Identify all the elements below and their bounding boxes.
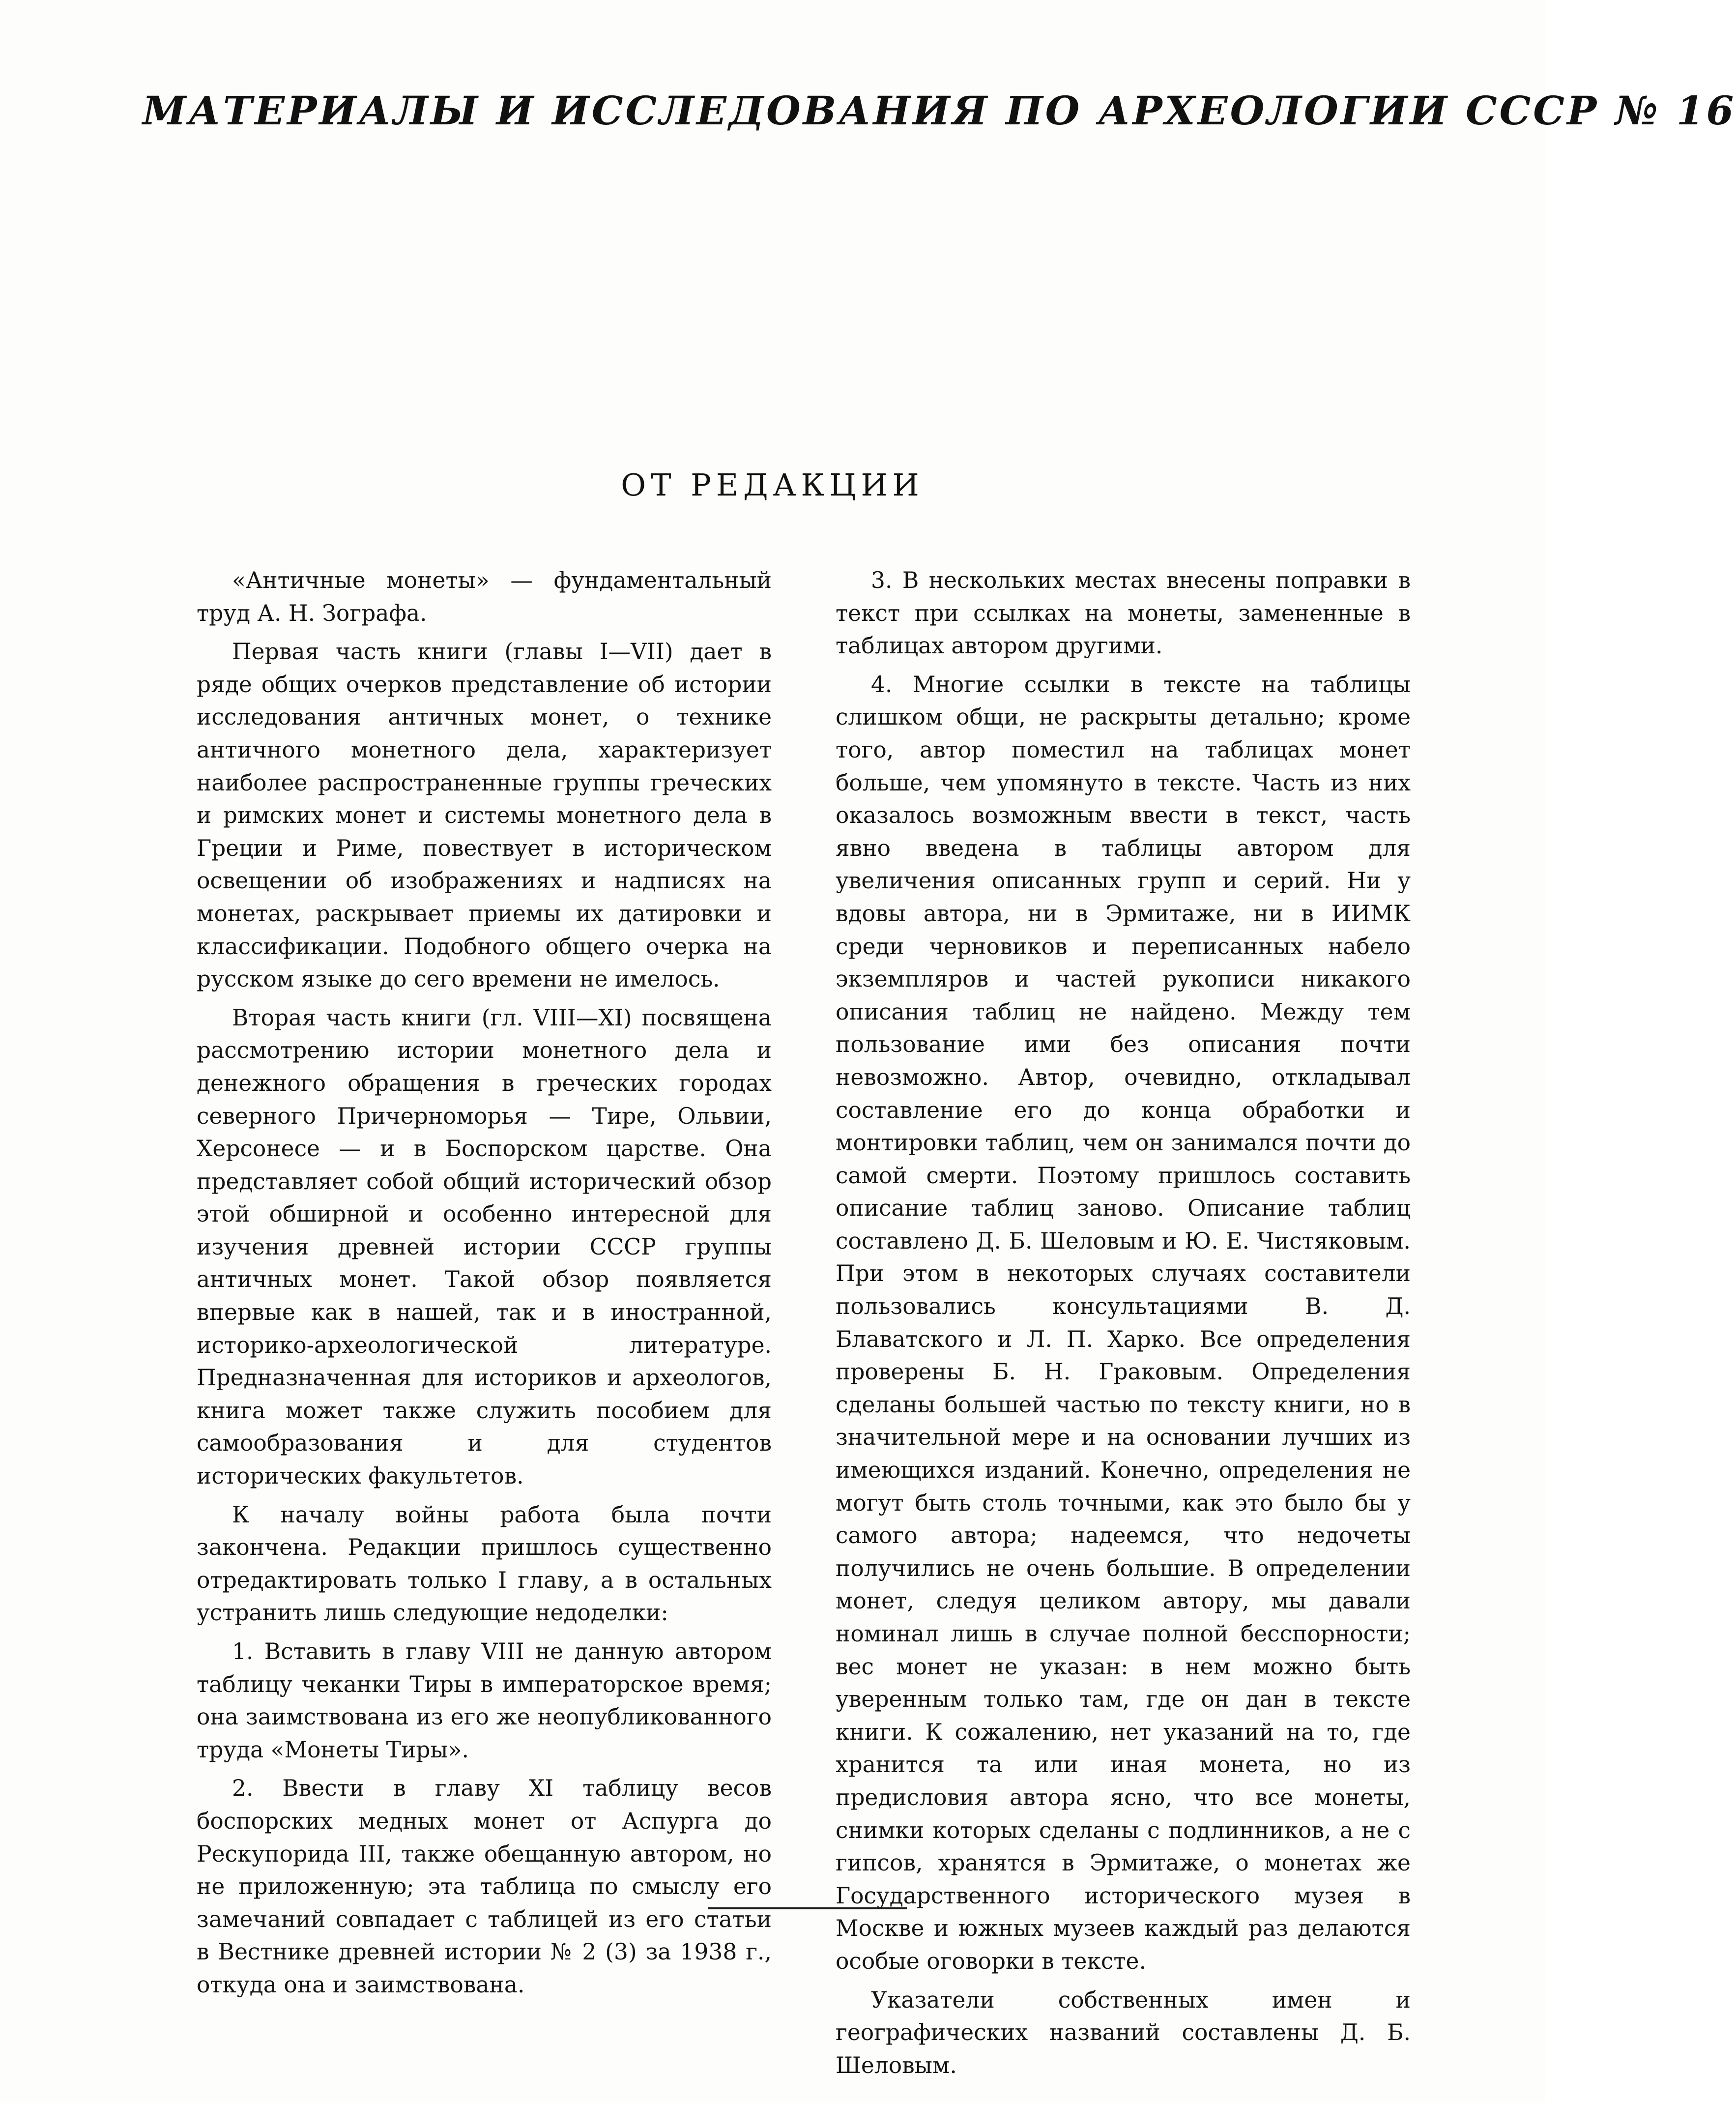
paragraph: К началу войны работа была почти закончена. Редакции пришлось существенно отредактировать только I главу, а в остальных устранить лишь следующие недоделки:: [197, 1501, 772, 1626]
right-column: [836, 564, 1411, 2088]
paragraph: Первая часть книги (главы I—VII) дает в ряде общих очерков представление об истории исследования античных монет, о технике античного монетного дела, характеризует наиболее распространенные группы греческих и римских монет и системы монетного дела в Греции и Риме, повествует в историческом освещении об изображениях и надписях на монетах, раскрывает приемы их датировки и классификации. Подобного общего очерка на русском языке до сего времени не имелось.: [197, 639, 772, 993]
footer-divider: [708, 1907, 907, 1909]
paragraph: 1. Вставить в главу VIII не данную автором таблицу чеканки Тиры в императорское время; она заимствована из его же неопубликованного труда «Монеты Тиры».: [197, 1638, 772, 1763]
paragraph: Указатели собственных имен и географических названий составлены Д. Б. Шеловым.: [836, 1986, 1411, 2078]
series-title: МАТЕРИАЛЫ И ИССЛЕДОВАНИЯ ПО АРХЕОЛОГИИ СССР № 16: [143, 88, 1736, 134]
left-column: [197, 564, 772, 2008]
paragraph: 4. Многие ссылки в тексте на таблицы слишком общи, не раскрыты детально; кроме того, автор поместил на таблицах монет больше, чем упомянуто в тексте. Часть из них оказалось возможным ввести в текст, часть явно введена в таблицы автором для увеличения описанных групп и серий. Ни у вдовы автора, ни в Эрмитаже, ни в ИИМК среди черновиков и переписанных набело экземпляров и частей рукописи никакого описания таблиц не найдено. Между тем пользование ими без описания почти невозможно. Автор, очевидно, откладывал составление его до конца обработки и монтировки таблиц, чем он занимался почти до самой смерти. Поэтому пришлось составить описание таблиц заново. Описание таблиц составлено Д. Б. Шеловым и Ю. Е. Чистяковым. При этом в некоторых случаях составители пользовались консультациями В. Д. Блаватского и Л. П. Харко. Все определения проверены Б. Н. Граковым. Определения сделаны большей частью по тексту книги, но в значительной мере и на основании лучших из имеющихся изданий. Конечно, определения не могут быть столь точными, как это было бы у самого автора; надеемся, что недочеты получились не очень большие. В определении монет, следуя целиком автору, мы давали номинал лишь в случае полной бесспорности; вес монет не указан: в нем можно быть уверенным только там, где он дан в тексте книги. К сожалению, нет указаний на то, где хранится та или иная монета, но из предисловия автора ясно, что все монеты, снимки которых сделаны с подлинников, а не с гипсов, хранятся в Эрмитаже, о монетах же Государственного исторического музея в Москве и южных музеев каждый раз делаются особые оговорки в тексте.: [836, 671, 1411, 1974]
section-title: ОТ РЕДАКЦИИ: [621, 467, 924, 503]
paragraph: 2. Ввести в главу XI таблицу весов боспорских медных монет от Аспурга до Рескупорида III, также обещанную автором, но не приложенную; эта таблица по смыслу его замечаний совпадает с таблицей из его статьи в Вестнике древней истории № 2 (3) за 1938 г., откуда она и заимствована.: [197, 1775, 772, 1998]
paragraph: «Античные монеты» — фундаментальный труд А. Н. Зографа.: [197, 567, 772, 626]
paragraph: 3. В нескольких местах внесены поправки в текст при ссылках на монеты, замененные в таблицах автором другими.: [836, 567, 1411, 659]
paragraph: Вторая часть книги (гл. VIII—XI) посвящена рассмотрению истории монетного дела и денежного обращения в греческих городах северного Причерноморья — Тире, Ольвии, Херсонесе — и в Боспорском царстве. Она представляет собой общий исторический обзор этой обширной и особенно интересной для изучения древней истории СССР группы античных монет. Такой обзор появляется впервые как в нашей, так и в иностранной, историко-археологической литературе. Предназначенная для историков и археологов, книга может также служить пособием для самообразования и для студентов исторических факультетов.: [197, 1004, 772, 1490]
